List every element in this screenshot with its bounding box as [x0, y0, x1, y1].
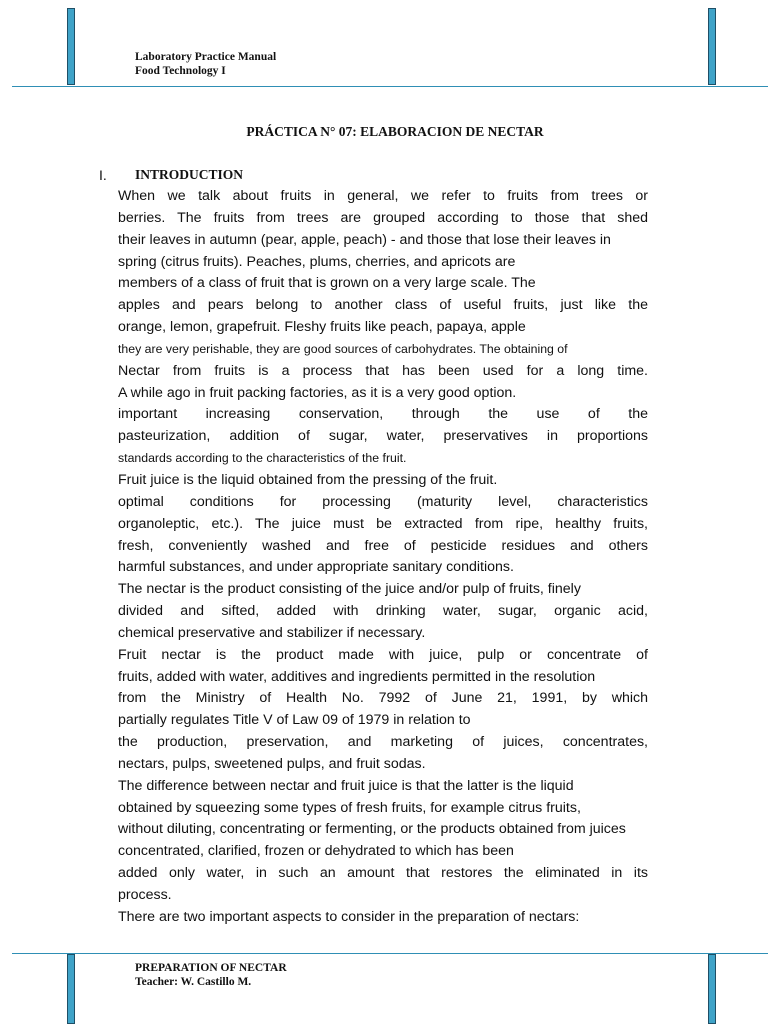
text-line: obtained by squeezing some types of fresh fruits, for example citrus fruits, — [118, 799, 581, 816]
text-line: A while ago in fruit packing factories, as it is a very good option. — [118, 384, 517, 401]
text-line: Nectar from fruits is a process that has been used for a long time. — [118, 362, 648, 379]
top-left-bar — [67, 8, 75, 85]
header-course-title: Food Technology I — [135, 65, 226, 77]
text-line: berries. The fruits from trees are grouped according to those that shed — [118, 209, 648, 226]
text-line: standards according to the characteristics of the fruit. — [118, 451, 407, 466]
text-line: The difference between nectar and fruit juice is that the latter is the liquid — [118, 777, 574, 794]
header-manual-title: Laboratory Practice Manual — [135, 51, 277, 63]
text-line: The nectar is the product consisting of the juice and/or pulp of fruits, finely — [118, 581, 581, 598]
text-line: chemical preservative and stabilizer if necessary. — [118, 624, 426, 641]
text-line: Fruit juice is the liquid obtained from the pressing of the fruit. — [118, 471, 498, 488]
text-line: from the Ministry of Health No. 7992 of June 21, 1991, by which — [118, 690, 648, 707]
page-footer — [135, 961, 287, 989]
bottom-left-bar — [67, 954, 75, 1024]
text-line: members of a class of fruit that is grown on a very large scale. The — [118, 275, 536, 292]
footer-rule — [12, 953, 768, 954]
text-line: without diluting, concentrating or fermenting, or the products obtained from juices — [118, 821, 626, 838]
text-line: the production, preservation, and marketing of juices, concentrates, — [118, 734, 648, 751]
text-line: apples and pears belong to another class of useful fruits, just like the — [118, 297, 648, 314]
section-number: I. — [99, 167, 107, 183]
text-line: harmful substances, and under appropriate sanitary conditions. — [118, 559, 514, 576]
text-line: their leaves in autumn (pear, apple, peach) - and those that lose their leaves in — [118, 231, 611, 248]
top-right-bar — [708, 8, 716, 85]
text-line: partially regulates Title V of Law 09 of 1979 in relation to — [118, 712, 471, 729]
text-line: concentrated, clarified, frozen or dehydrated to which has been — [118, 843, 514, 860]
text-line: organoleptic, etc.). The juice must be extracted from ripe, healthy fruits, — [118, 515, 648, 532]
text-line: Fruit nectar is the product made with juice, pulp or concentrate of — [118, 646, 648, 663]
text-line: process. — [118, 887, 172, 903]
page-header — [135, 50, 276, 78]
text-line: fresh, conveniently washed and free of pesticide residues and others — [118, 537, 648, 554]
introduction-body — [118, 186, 648, 929]
text-line: important increasing conservation, through the use of the — [118, 406, 648, 423]
text-line: optimal conditions for processing (maturity level, characteristics — [118, 493, 648, 510]
text-line: they are very perishable, they are good sources of carbohydrates. The obtaining of — [118, 341, 568, 356]
text-line: fruits, added with water, additives and ingredients permitted in the resolution — [118, 668, 596, 685]
footer-teacher: Teacher: W. Castillo M. — [135, 976, 252, 988]
text-line: pasteurization, addition of sugar, water, preservatives in proportions — [118, 428, 648, 445]
text-line: There are two important aspects to consider in the preparation of nectars: — [118, 908, 580, 925]
text-line: added only water, in such an amount that restores the eliminated in its — [118, 865, 648, 882]
text-line: When we talk about fruits in general, we refer to fruits from trees or — [118, 188, 648, 204]
footer-document-title: PREPARATION OF NECTAR — [135, 962, 287, 974]
text-line: spring (citrus fruits). Peaches, plums, cherries, and apricots are — [118, 253, 516, 270]
bottom-right-bar — [708, 954, 716, 1024]
text-line: divided and sifted, added with drinking water, sugar, organic acid, — [118, 603, 648, 620]
text-line: orange, lemon, grapefruit. Fleshy fruits like peach, papaya, apple — [118, 319, 526, 336]
text-line: nectars, pulps, sweetened pulps, and fruit sodas. — [118, 755, 426, 772]
header-rule — [12, 86, 768, 87]
practice-title: PRÁCTICA N° 07: ELABORACION DE NECTAR — [246, 124, 544, 139]
section-title: INTRODUCTION — [135, 167, 244, 182]
